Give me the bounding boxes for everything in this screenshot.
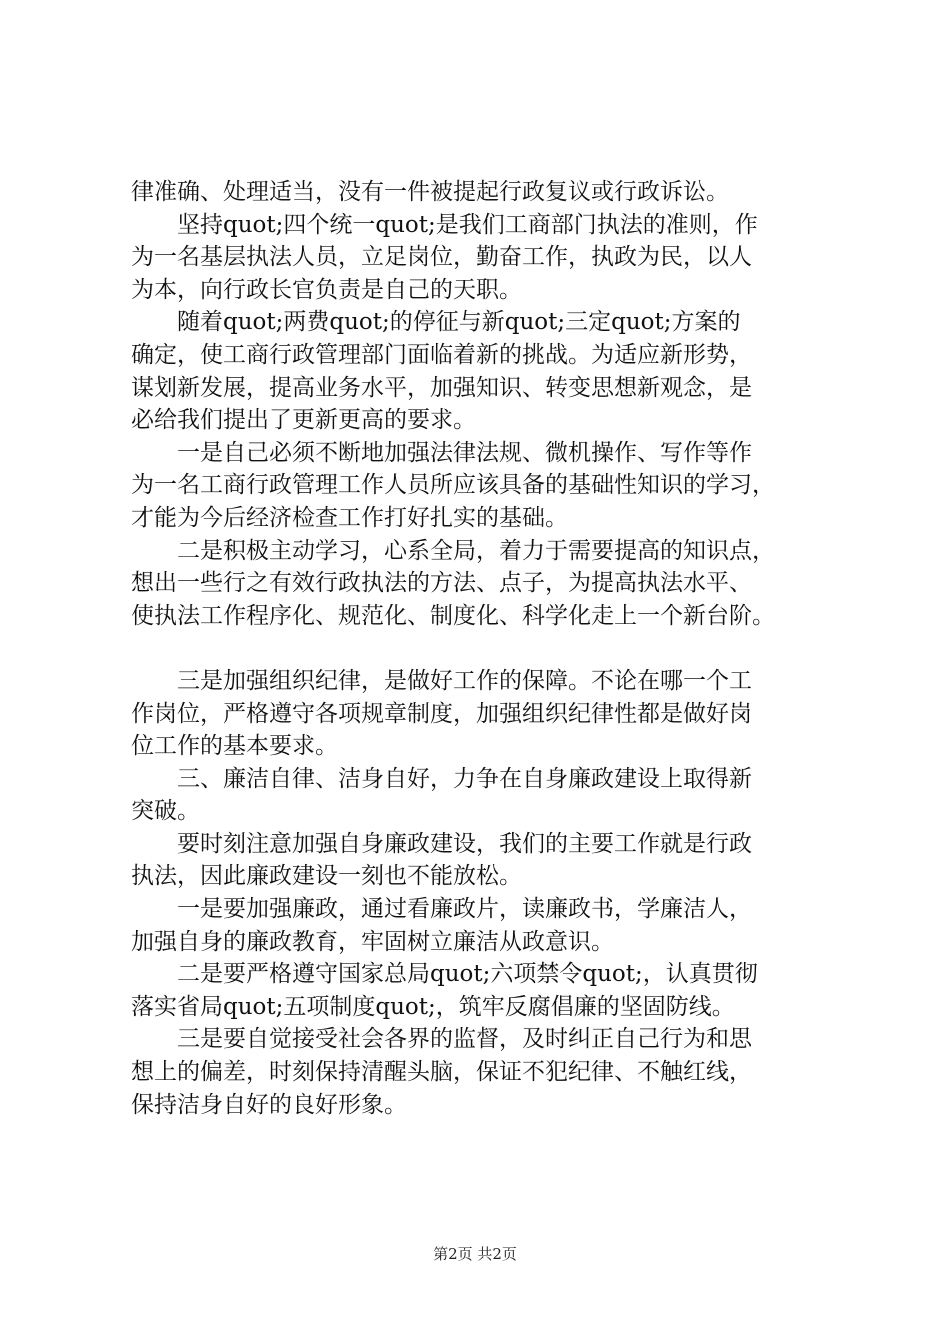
text-line: 二是要严格遵守国家总局quot;六项禁令quot;，认真贯彻: [131, 961, 758, 988]
text-line: 坚持quot;四个统一quot;是我们工商部门执法的准则，作: [131, 211, 758, 238]
text-line: 一是自己必须不断地加强法律法规、微机操作、写作等作: [131, 439, 752, 466]
text-line: 加强自身的廉政教育，牢固树立廉洁从政意识。: [131, 928, 614, 955]
paragraph-gap: [131, 632, 851, 665]
text-line: 随着quot;两费quot;的停征与新quot;三定quot;方案的: [131, 309, 741, 336]
text-line: 为本，向行政长官负责是自己的天职。: [131, 276, 522, 303]
text-line: 落实省局quot;五项制度quot;，筑牢反腐倡廉的坚固防线。: [131, 993, 735, 1020]
text-line: 二是积极主动学习，心系全局，着力于需要提高的知识点，: [131, 537, 775, 564]
document-body: [131, 176, 851, 1121]
text-line: 使执法工作程序化、规范化、制度化、科学化走上一个新台阶。: [131, 602, 775, 629]
text-line: 执法，因此廉政建设一刻也不能放松。: [131, 863, 522, 890]
text-line: 谋划新发展，提高业务水平，加强知识、转变思想新观念，是: [131, 374, 752, 401]
text-line: 三是加强组织纪律，是做好工作的保障。不论在哪一个工: [131, 667, 752, 694]
text-line: 一是要加强廉政，通过看廉政片，读廉政书，学廉洁人，: [131, 896, 752, 923]
text-line: 为一名基层执法人员，立足岗位，勤奋工作，执政为民，以人: [131, 244, 752, 271]
text-line: 作岗位，严格遵守各项规章制度，加强组织纪律性都是做好岗: [131, 700, 752, 727]
text-line: 想上的偏差，时刻保持清醒头脑，保证不犯纪律、不触红线，: [131, 1059, 752, 1086]
text-line: 位工作的基本要求。: [131, 733, 338, 760]
text-line: 为一名工商行政管理工作人员所应该具备的基础性知识的学习，: [131, 472, 775, 499]
page-footer: 第2页 共2页: [433, 1245, 517, 1263]
text-line: 必给我们提出了更新更高的要求。: [131, 407, 476, 434]
text-line: 三、廉洁自律、洁身自好，力争在自身廉政建设上取得新: [131, 765, 752, 792]
text-line: 想出一些行之有效行政执法的方法、点子，为提高执法水平、: [131, 570, 752, 597]
text-line: 确定，使工商行政管理部门面临着新的挑战。为适应新形势，: [131, 341, 752, 368]
text-line: 突破。: [131, 798, 200, 825]
text-line: 保持洁身自好的良好形象。: [131, 1091, 407, 1118]
text-line: 律准确、处理适当，没有一件被提起行政复议或行政诉讼。: [131, 179, 729, 205]
text-line: 要时刻注意加强自身廉政建设，我们的主要工作就是行政: [131, 830, 752, 857]
text-line: 才能为今后经济检查工作打好扎实的基础。: [131, 504, 568, 531]
text-line: 三是要自觉接受社会各界的监督，及时纠正自己行为和思: [131, 1026, 752, 1053]
